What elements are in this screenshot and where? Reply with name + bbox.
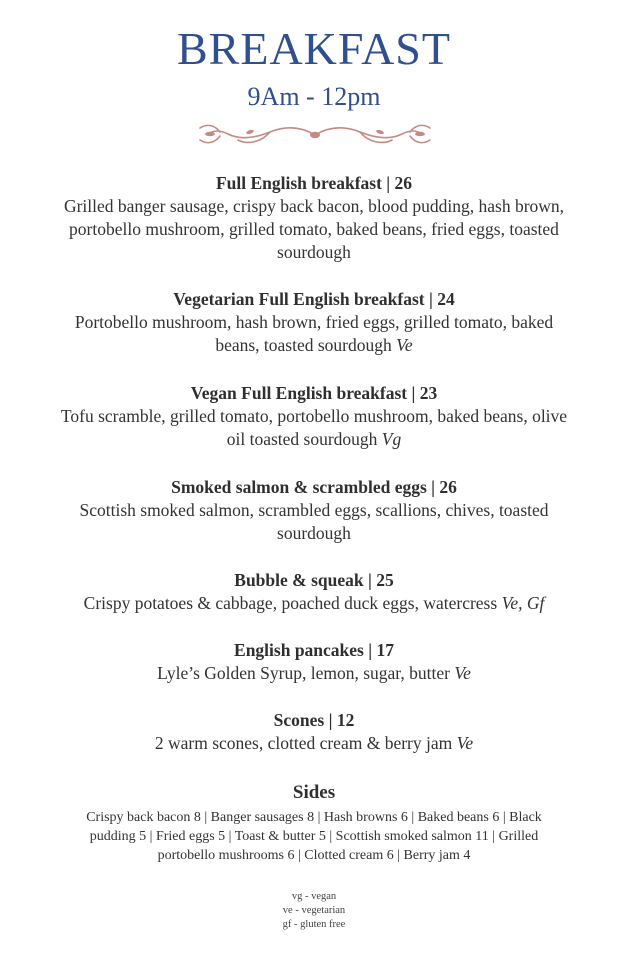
legend-entry: ve - vegetarian [282,905,346,916]
item-description: Lyle’s Golden Syrup, lemon, sugar, butter Ve [157,663,471,683]
item-title: Scones | 12 [273,710,355,730]
legend-entry: vg - vegan [291,891,337,902]
dietary-tag: Ve, Gf [501,593,545,613]
menu-item [60,709,568,755]
menu-item [60,288,568,357]
item-description: Crispy potatoes & cabbage, poached duck eggs, watercress Ve, Gf [83,593,545,613]
item-title: Vegetarian Full English breakfast | 24 [173,289,455,309]
item-title: Full English breakfast | 26 [215,173,413,193]
item-description: Tofu scramble, grilled tomato, portobello mushroom, baked beans, olive oil toasted sourdough Vg [60,406,568,449]
service-hours: 9Am - 12pm [247,82,381,111]
sides-heading: Sides [292,782,336,803]
item-title: Bubble & squeak | 25 [234,570,394,590]
menu-item [60,172,568,264]
item-description: 2 warm scones, clotted cream & berry jam Ve [154,733,474,753]
item-description: Portobello mushroom, hash brown, fried eggs, grilled tomato, baked beans, toasted sourdough Ve [74,312,554,355]
dietary-tag: Ve [454,663,471,683]
menu-item [60,476,568,545]
dietary-tag: Vg [381,429,402,449]
item-description: Scottish smoked salmon, scrambled eggs, scallions, chives, toasted sourdough [79,500,549,543]
sides-list: Crispy back bacon 8 | Banger sausages 8 | Hash browns 6 | Baked beans 6 | Black pudding 5 | Fried eggs 5 | Toast & butter 5 | Scottish smoked salmon 11 | Grilled portobello mushrooms 6 | Clotted cream 6 | Berry jam 4 [86,810,542,863]
menu-item [60,382,568,451]
floral-flourish-icon [190,118,440,152]
item-description: Grilled banger sausage, crispy back bacon, blood pudding, hash brown, portobello mushroom, grilled tomato, baked beans, fried eggs, toasted sourdough [63,196,565,262]
menu-item [60,639,568,685]
dietary-tag: Ve [396,335,413,355]
menu-item [60,569,568,615]
item-title: English pancakes | 17 [234,640,394,660]
legend-entry: gf - gluten free [282,919,346,930]
dietary-legend [0,890,628,932]
item-title: Vegan Full English breakfast | 23 [190,383,438,403]
menu-title: BREAKFAST [177,23,451,74]
dietary-tag: Ve [456,733,474,753]
item-title: Smoked salmon & scrambled eggs | 26 [171,477,457,497]
